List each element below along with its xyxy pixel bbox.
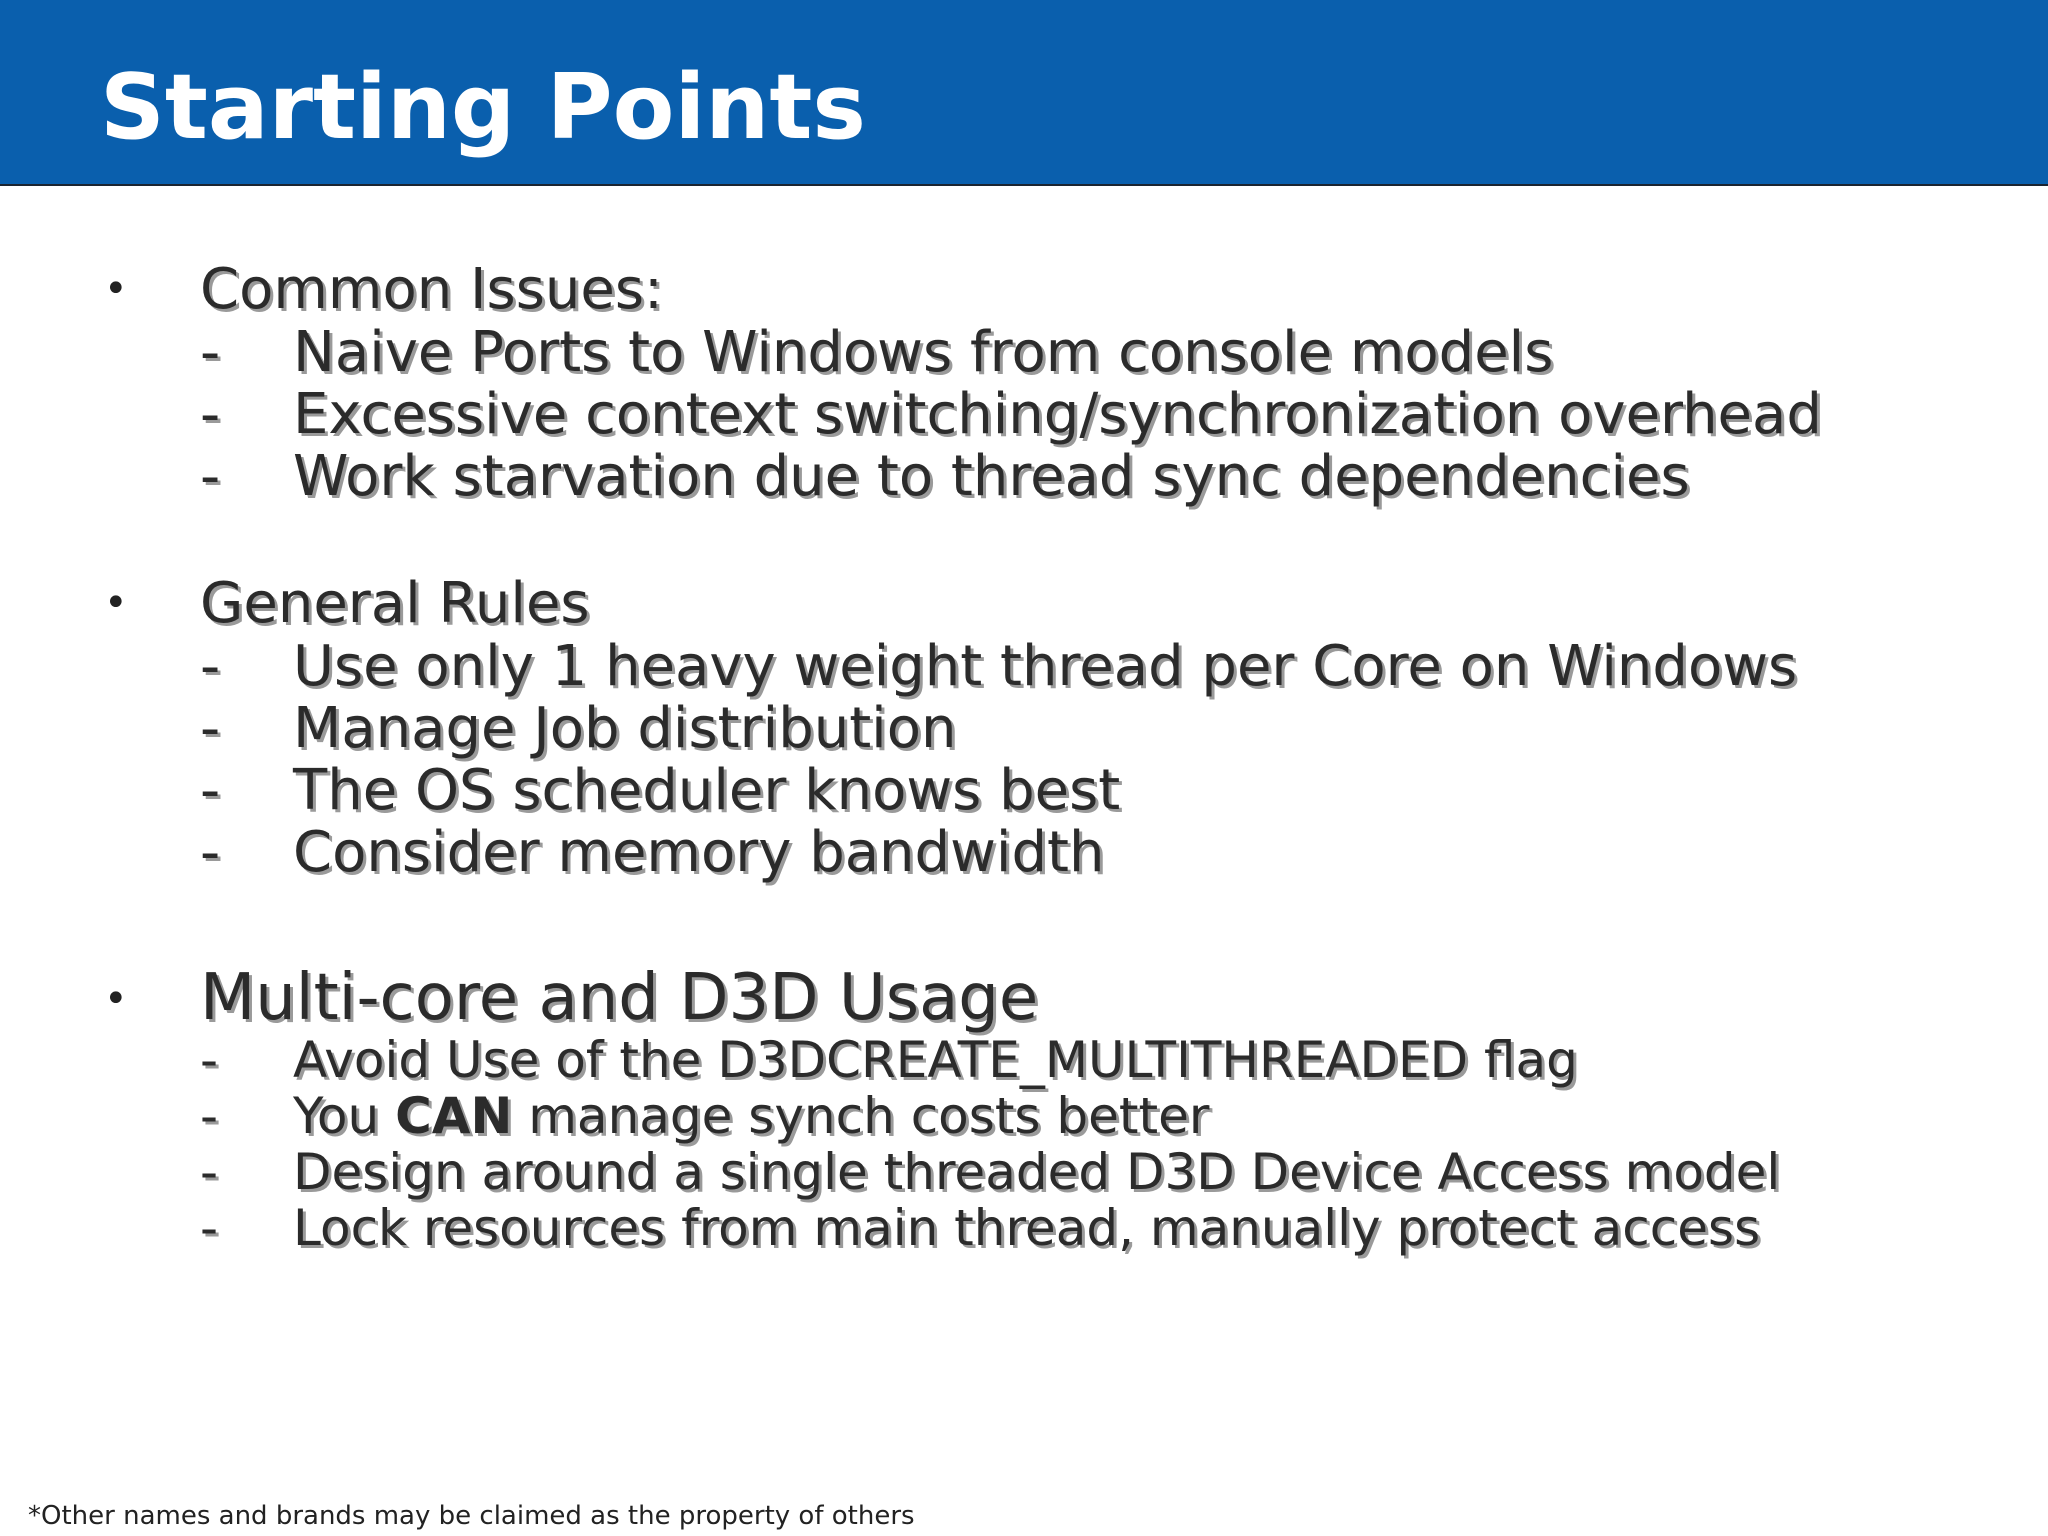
list-item-text: Manage Job distribution bbox=[293, 696, 957, 761]
section-heading: Common Issues: bbox=[200, 257, 663, 322]
list-item bbox=[0, 822, 2048, 884]
dash-icon: - bbox=[200, 1087, 219, 1145]
slide-title: Starting Points bbox=[100, 55, 866, 160]
dash-icon: - bbox=[200, 1143, 219, 1201]
bullet-icon: • bbox=[104, 976, 128, 1022]
dash-icon: - bbox=[200, 444, 221, 509]
list-item-text: Use only 1 heavy weight thread per Core on Windows bbox=[293, 634, 1798, 699]
list-item bbox=[0, 1032, 2048, 1088]
list-item bbox=[0, 1088, 2048, 1144]
list-item bbox=[0, 322, 2048, 384]
list-item bbox=[0, 698, 2048, 760]
list-item bbox=[0, 384, 2048, 446]
list-item bbox=[0, 1144, 2048, 1200]
list-item bbox=[0, 446, 2048, 508]
dash-icon: - bbox=[200, 1031, 219, 1089]
section-heading: Multi-core and D3D Usage bbox=[200, 961, 1039, 1035]
emphasis-text: CAN bbox=[395, 1087, 513, 1145]
list-item-text-suffix: manage synch costs better bbox=[512, 1087, 1210, 1145]
dash-icon: - bbox=[200, 1199, 219, 1257]
dash-icon: - bbox=[200, 696, 221, 761]
list-item bbox=[0, 1200, 2048, 1256]
list-item-text: Work starvation due to thread sync dependencies bbox=[293, 444, 1690, 509]
sub-list bbox=[0, 322, 2048, 508]
list-item-text: Avoid Use of the D3DCREATE_MULTITHREADED flag bbox=[293, 1031, 1578, 1089]
dash-icon: - bbox=[200, 820, 221, 885]
list-item-text: Naive Ports to Windows from console models bbox=[293, 320, 1554, 385]
section-heading: General Rules bbox=[200, 571, 590, 636]
bullet-icon: • bbox=[104, 266, 128, 312]
list-item-text: Consider memory bandwidth bbox=[293, 820, 1105, 885]
list-item-text-prefix: You bbox=[293, 1087, 396, 1145]
dash-icon: - bbox=[200, 320, 221, 385]
list-item-text: The OS scheduler knows best bbox=[293, 758, 1121, 823]
bullet-icon: • bbox=[104, 580, 128, 626]
list-item-text: Excessive context switching/synchronization overhead bbox=[293, 382, 1822, 447]
dash-icon: - bbox=[200, 634, 221, 699]
list-item bbox=[0, 760, 2048, 822]
footer-disclaimer: *Other names and brands may be claimed as the property of others bbox=[28, 1501, 915, 1531]
sub-list bbox=[0, 636, 2048, 884]
list-item-text bbox=[293, 1088, 1209, 1144]
dash-icon: - bbox=[200, 758, 221, 823]
list-item bbox=[0, 636, 2048, 698]
dash-icon: - bbox=[200, 382, 221, 447]
sub-list bbox=[0, 1032, 2048, 1256]
list-item-text: Design around a single threaded D3D Device Access model bbox=[293, 1143, 1781, 1201]
list-item-text: Lock resources from main thread, manually protect access bbox=[293, 1199, 1761, 1257]
